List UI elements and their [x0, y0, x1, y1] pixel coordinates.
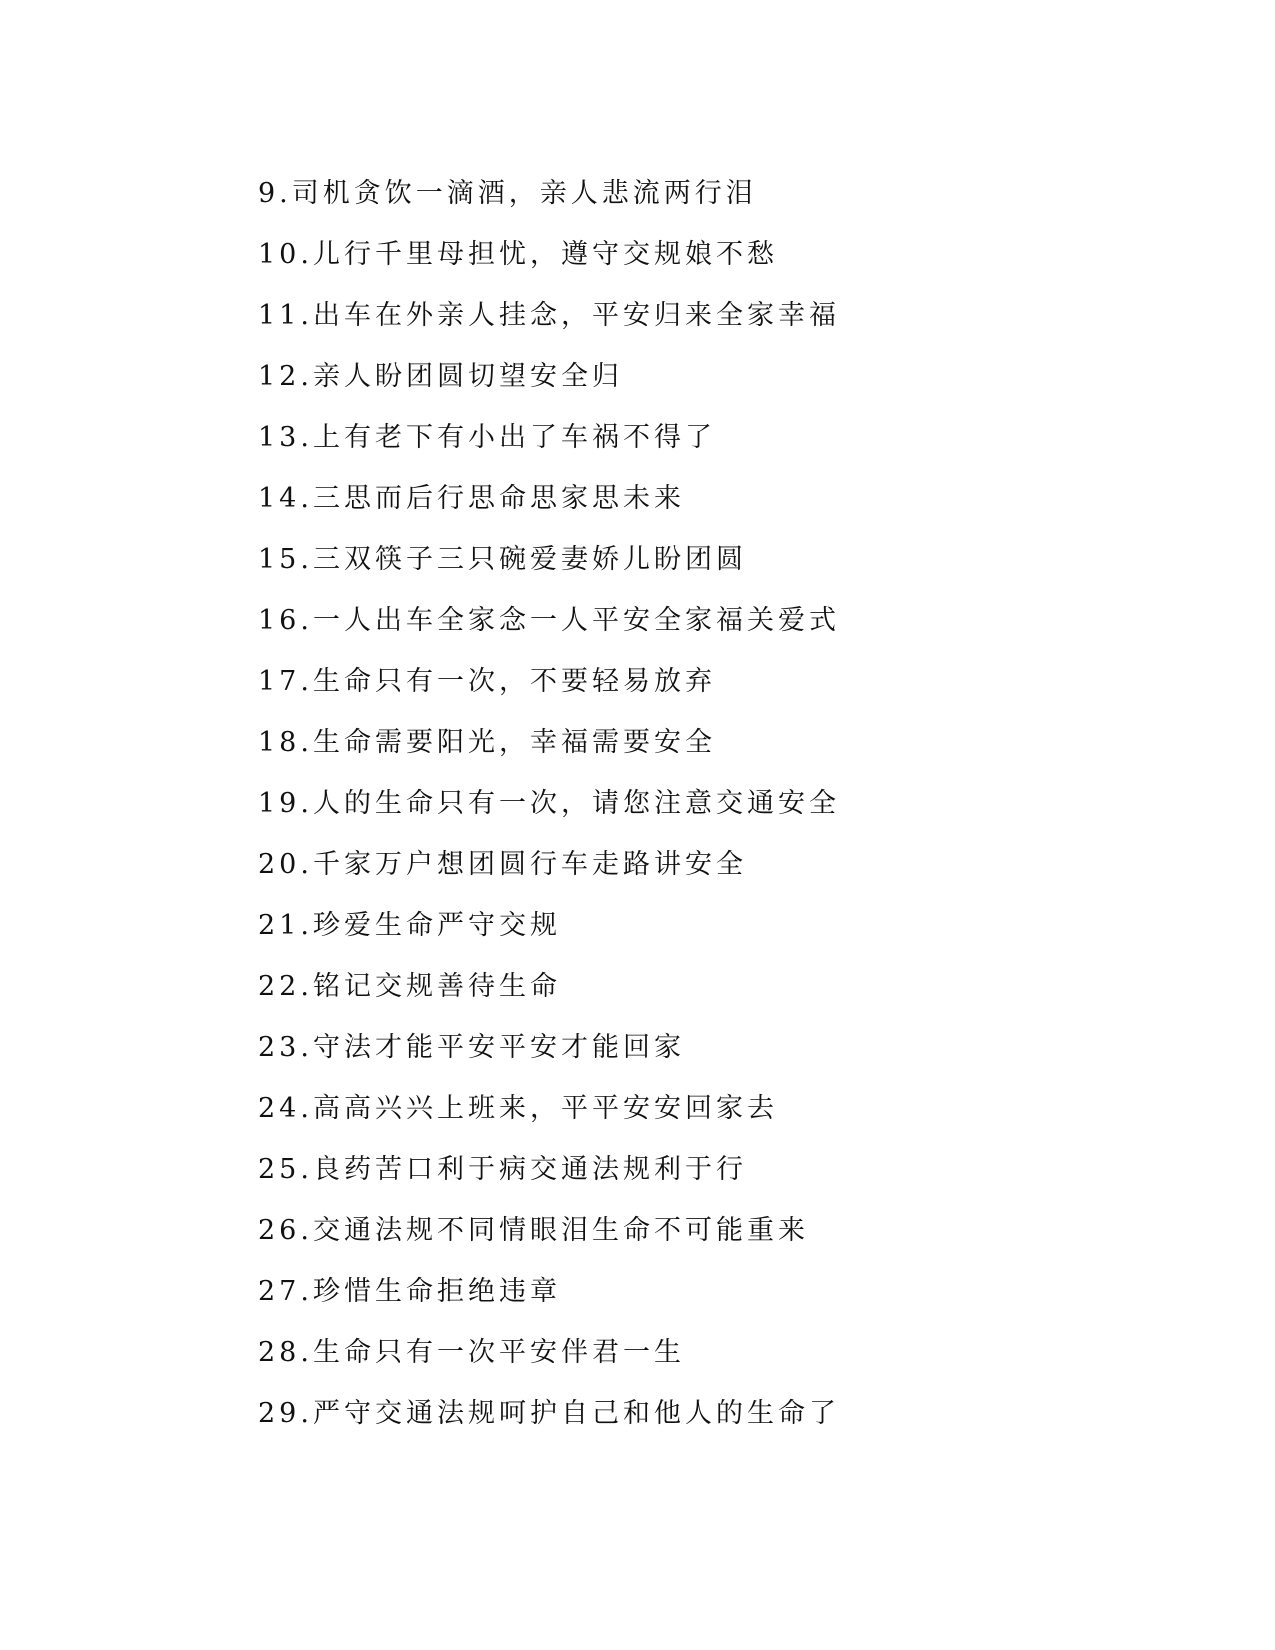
list-item: 10.儿行千里母担忧，遵守交规娘不愁 [258, 239, 778, 270]
list-item: 11.出车在外亲人挂念，平安归来全家幸福 [258, 300, 840, 331]
list-item: 24.高高兴兴上班来，平平安安回家去 [258, 1093, 778, 1124]
list-item: 12.亲人盼团圆切望安全归 [258, 361, 623, 392]
list-item: 18.生命需要阳光，幸福需要安全 [258, 727, 716, 758]
list-item: 22.铭记交规善待生命 [258, 971, 561, 1002]
list-item: 9.司机贪饮一滴酒，亲人悲流两行泪 [258, 178, 757, 209]
list-item: 15.三双筷子三只碗爱妻娇儿盼团圆 [258, 544, 747, 575]
list-item: 14.三思而后行思命思家思未来 [258, 483, 685, 514]
slogan-list [258, 160, 840, 1441]
list-item: 29.严守交通法规呵护自己和他人的生命了 [258, 1398, 840, 1429]
list-item: 20.千家万户想团圆行车走路讲安全 [258, 849, 747, 880]
list-item: 28.生命只有一次平安伴君一生 [258, 1337, 685, 1368]
list-item: 13.上有老下有小出了车祸不得了 [258, 422, 716, 453]
list-item: 17.生命只有一次，不要轻易放弃 [258, 666, 716, 697]
list-item: 25.良药苦口利于病交通法规利于行 [258, 1154, 747, 1185]
list-item: 27.珍惜生命拒绝违章 [258, 1276, 561, 1307]
list-item: 19.人的生命只有一次，请您注意交通安全 [258, 788, 840, 819]
list-item: 16.一人出车全家念一人平安全家福关爱式 [258, 605, 840, 636]
list-item: 21.珍爱生命严守交规 [258, 910, 561, 941]
list-item: 26.交通法规不同情眼泪生命不可能重来 [258, 1215, 809, 1246]
list-item: 23.守法才能平安平安才能回家 [258, 1032, 685, 1063]
